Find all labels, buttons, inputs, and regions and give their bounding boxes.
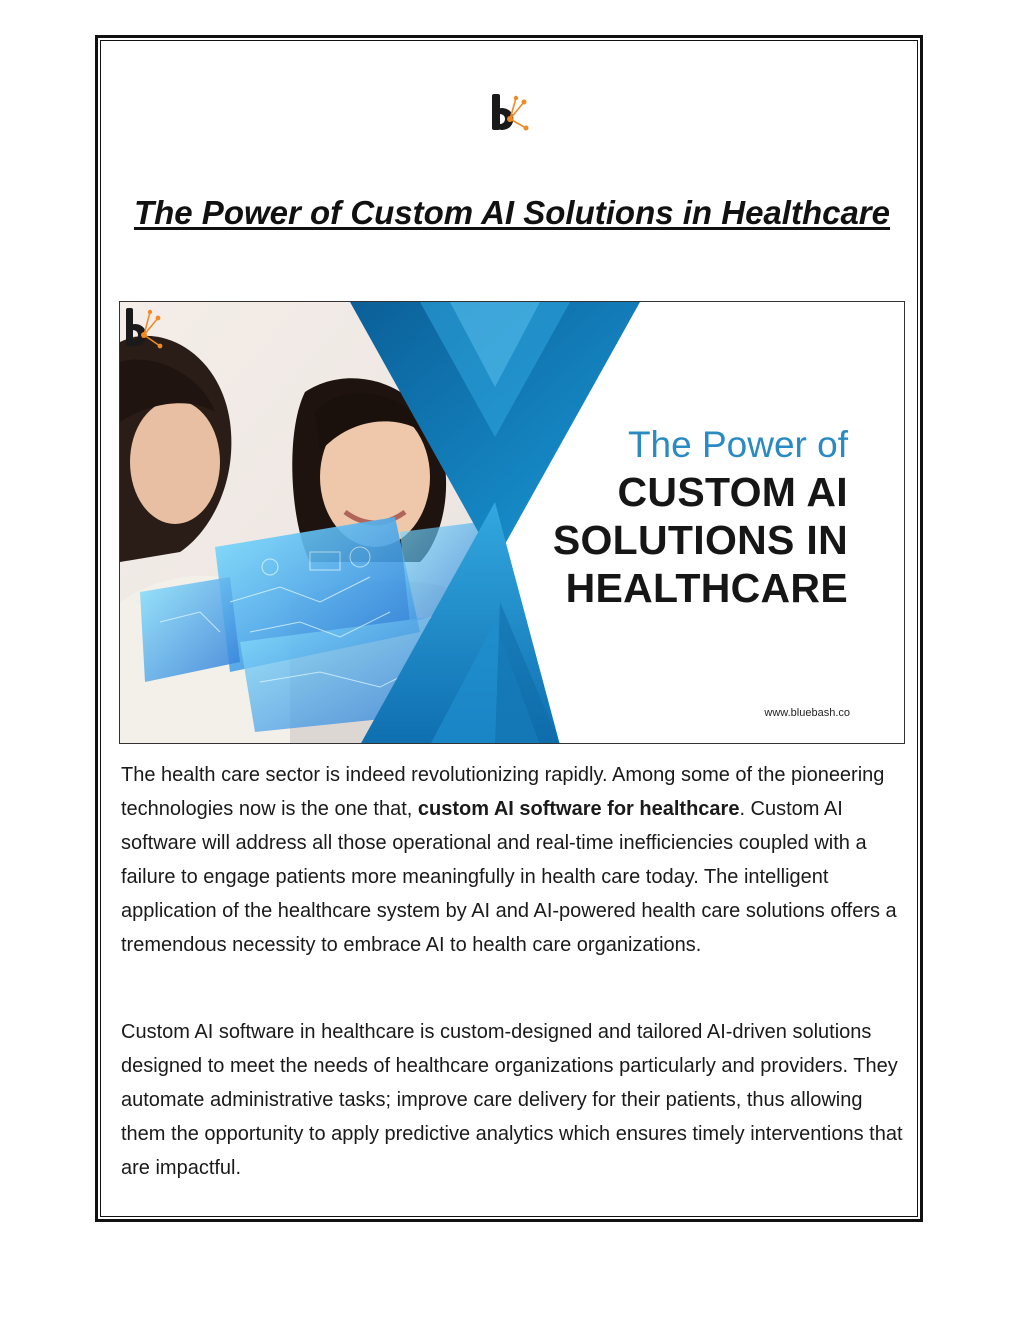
banner-line-4: HEALTHCARE (565, 565, 848, 611)
custom-ai-software-highlight: custom AI software for healthcare (417, 798, 740, 820)
p1-intro-text: The health care sector is indeed revolutionizing rapidly. Among some of the pioneering technologies now is the one that, (121, 764, 885, 820)
banner-line-2: CUSTOM AI (617, 469, 848, 515)
bluebash-logo-icon (486, 88, 534, 136)
p1-rest-text: . Custom AI software will address all those operational and real-time inefficiencies coupled with a failure to engage patients more meaningfully in health care today. The intelligent application of the healthcare system by AI and AI-powered health care solutions offers a tremendous necessity to embrace AI to health care organizations. (121, 798, 897, 956)
banner-logo-icon (120, 302, 168, 354)
banner-headline (553, 422, 848, 612)
body-paragraph-1 (121, 758, 905, 962)
document-title: The Power of Custom AI Solutions in Healthcare (133, 194, 891, 231)
body-paragraph-2: Custom AI software in healthcare is custom-designed and tailored AI-driven solutions designed to meet the needs of healthcare organizations particularly and providers. They automate administrative tasks; improve care delivery for their patients, thus allowing them the opportunity to apply predictive analytics which ensures timely interventions that are impactful. (121, 1021, 903, 1179)
banner-website-url: www.bluebash.co (764, 707, 850, 719)
hero-banner-image (119, 301, 905, 744)
banner-line-1: The Power of (627, 424, 848, 465)
banner-line-3: SOLUTIONS IN (552, 517, 848, 563)
